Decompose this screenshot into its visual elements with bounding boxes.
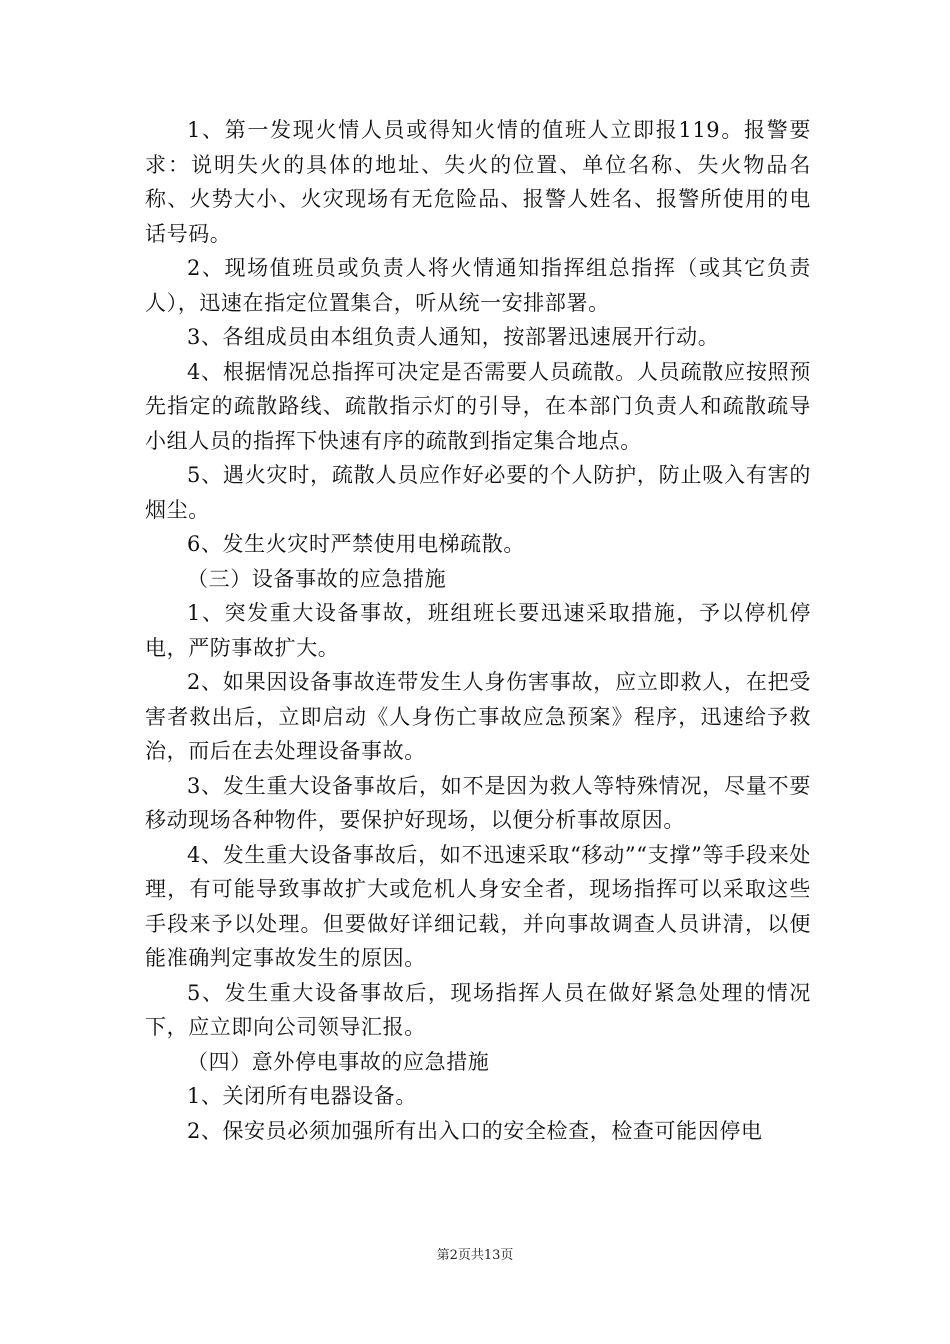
paragraph-11: 5、发生重大设备事故后，现场指挥人员在做好紧急处理的情况下，应立即向公司领导汇报。 xyxy=(145,980,811,1039)
paragraph-12: 1、关闭所有电器设备。 xyxy=(187,1084,417,1108)
paragraph-3: 3、各组成员由本组负责人通知，按部署迅速展开行动。 xyxy=(187,325,720,349)
section-heading-3: （三）设备事故的应急措施 xyxy=(187,566,447,591)
page-footer xyxy=(0,1244,950,1263)
paragraph-5: 5、遇火灾时，疏散人员应作好必要的个人防护，防止吸入有害的烟尘。 xyxy=(145,463,811,522)
paragraph-10: 4、发生重大设备事故后，如不迅速采取“移动”“支撑”等手段来处理，有可能导致事故扩大或危机人身安全者，现场指挥可以采取这些手段来予以处理。但要做好详细记载，并向事故调查人员讲清，以便能准确判定事故发生的原因。 xyxy=(145,842,811,970)
paragraph-8: 2、如果因设备事故连带发生人身伤害事故，应立即救人，在把受害者救出后，立即启动《人身伤亡事故应急预案》程序，迅速给予救治，而后在去处理设备事故。 xyxy=(145,670,811,763)
paragraph-4: 4、根据情况总指挥可决定是否需要人员疏散。人员疏散应按照预先指定的疏散路线、疏散指示灯的引导，在本部门负责人和疏散疏导小组人员的指挥下快速有序的疏散到指定集合地点。 xyxy=(145,359,811,453)
paragraph-1: 1、第一发现火情人员或得知火情的值班人立即报119。报警要求：说明失火的具体的地址、失火的位置、单位名称、失火物品名称、火势大小、火灾现场有无危险品、报警人姓名、报警所使用的电话号码。 xyxy=(145,118,811,246)
document-body xyxy=(145,113,811,1148)
section-heading-4: （四）意外停电事故的应急措施 xyxy=(187,1049,490,1074)
page-number: 第2页共13页 xyxy=(436,1248,514,1263)
paragraph-7: 1、突发重大设备事故，班组班长要迅速采取措施，予以停机停电，严防事故扩大。 xyxy=(145,601,811,660)
paragraph-6: 6、发生火灾时严禁使用电梯疏散。 xyxy=(187,532,525,556)
paragraph-13: 2、保安员必须加强所有出入口的安全检查，检查可能因停电 xyxy=(187,1118,763,1143)
paragraph-2: 2、现场值班员或负责人将火情通知指挥组总指挥（或其它负责人），迅速在指定位置集合，听从统一安排部署。 xyxy=(145,256,811,315)
paragraph-9: 3、发生重大设备事故后，如不是因为救人等特殊情况，尽量不要移动现场各种物件，要保护好现场，以便分析事故原因。 xyxy=(145,773,811,832)
